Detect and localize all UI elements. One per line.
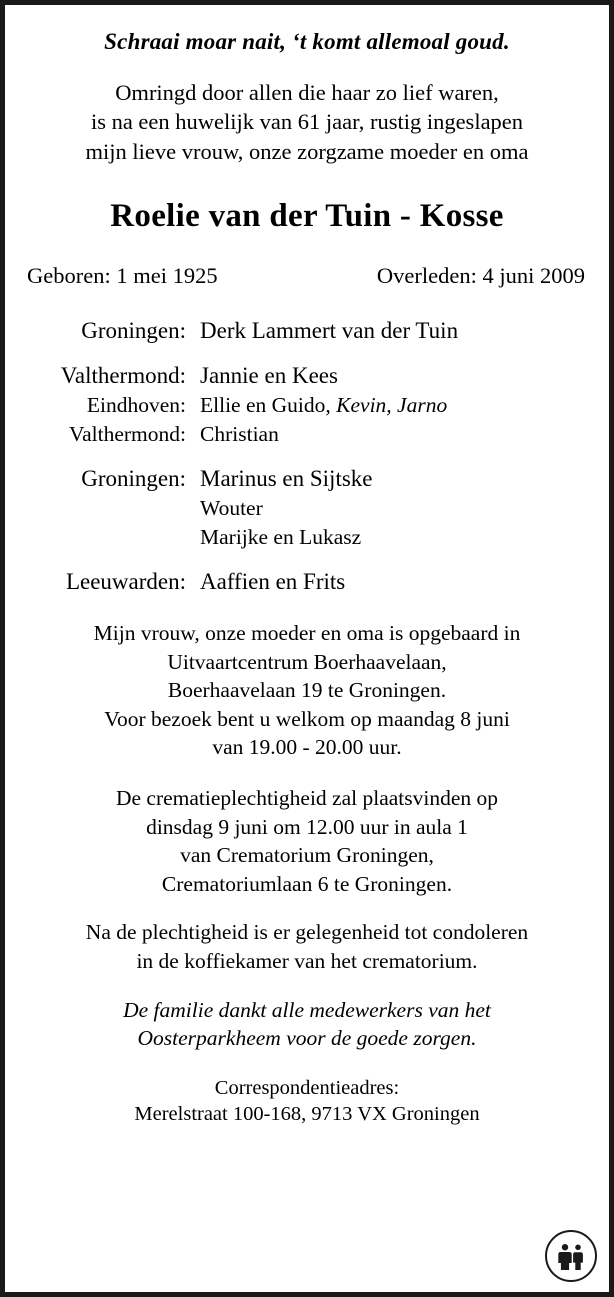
family-row (23, 420, 591, 449)
family-group (23, 463, 591, 552)
intro-line: mijn lieve vrouw, onze zorgzame moeder en oma (85, 138, 529, 164)
cremation-line: dinsdag 9 juni om 12.00 uur in aula 1 (146, 814, 468, 839)
correspondence-value: Merelstraat 100-168, 9713 VX Groningen (134, 1103, 480, 1126)
wake-line: Boerhaavelaan 19 te Groningen. (167, 678, 447, 703)
family-people: Derk Lammert van der Tuin (200, 317, 459, 343)
condolence-line: in de koffiekamer van het crematorium. (136, 948, 478, 973)
life-dates (23, 263, 591, 289)
correspondence-address (23, 1075, 591, 1128)
family-list (23, 315, 591, 597)
wake-line: van 19.00 - 20.00 uur. (212, 735, 402, 760)
family-row (23, 360, 591, 391)
family-people: Marinus en Sijtske (200, 465, 373, 491)
family-people (200, 391, 591, 420)
family-place: Valthermond: (60, 362, 186, 388)
family-place: Groningen: (81, 317, 186, 343)
correspondence-label: Correspondentieadres: (214, 1076, 400, 1099)
wake-info (23, 619, 591, 762)
thanks-line: De familie dankt alle medewerkers van het (123, 997, 491, 1022)
intro-line: Omringd door allen die haar zo lief waren, (115, 80, 499, 105)
family-group (23, 360, 591, 449)
family-row (23, 463, 591, 494)
cremation-info (23, 784, 591, 898)
family-people-plain: Ellie en Guido, (200, 392, 337, 417)
cremation-line: Crematoriumlaan 6 te Groningen. (161, 871, 453, 896)
family-row (23, 494, 591, 523)
family-group (23, 315, 591, 346)
family-row (23, 315, 591, 346)
funeral-home-logo-icon (545, 1230, 597, 1282)
family-place: Leeuwarden: (65, 568, 186, 594)
condolence-info (23, 918, 591, 975)
motto-text: Schraai moar nait, ‘t komt allemoal goud. (104, 29, 510, 54)
family-people: Aaffien en Frits (200, 568, 346, 594)
family-row (23, 566, 591, 597)
condolence-line: Na de plechtigheid is er gelegenheid tot condoleren (85, 920, 529, 945)
family-row (23, 523, 591, 552)
family-place: Eindhoven: (86, 392, 186, 417)
family-place: Groningen: (81, 465, 186, 491)
family-people-grandchildren: Kevin, Jarno (336, 392, 448, 417)
birth-date: Geboren: 1 mei 1925 (27, 262, 218, 288)
family-people: Marijke en Lukasz (200, 524, 362, 549)
cremation-line: De crematieplechtigheid zal plaatsvinden op (115, 785, 499, 810)
intro-line: is na een huwelijk van 61 jaar, rustig ingeslapen (90, 109, 524, 135)
family-place: Valthermond: (68, 421, 186, 446)
wake-line: Voor bezoek bent u welkom op maandag 8 juni (104, 706, 510, 731)
wake-line: Mijn vrouw, onze moeder en oma is opgebaard in (93, 621, 521, 645)
death-date: Overleden: 4 juni 2009 (376, 262, 585, 288)
cremation-line: van Crematorium Groningen, (180, 843, 434, 868)
thanks-line: Oosterparkheem voor de goede zorgen. (137, 1026, 477, 1051)
family-group (23, 566, 591, 597)
intro-text (23, 78, 591, 166)
deceased-name: Roelie van der Tuin - Kosse (110, 197, 504, 234)
family-row (23, 391, 591, 420)
thanks-note (23, 996, 591, 1053)
wake-line: Uitvaartcentrum Boerhaavelaan, (167, 649, 447, 674)
family-people: Jannie en Kees (200, 362, 338, 388)
family-people: Christian (200, 421, 279, 446)
family-people: Wouter (200, 495, 263, 520)
